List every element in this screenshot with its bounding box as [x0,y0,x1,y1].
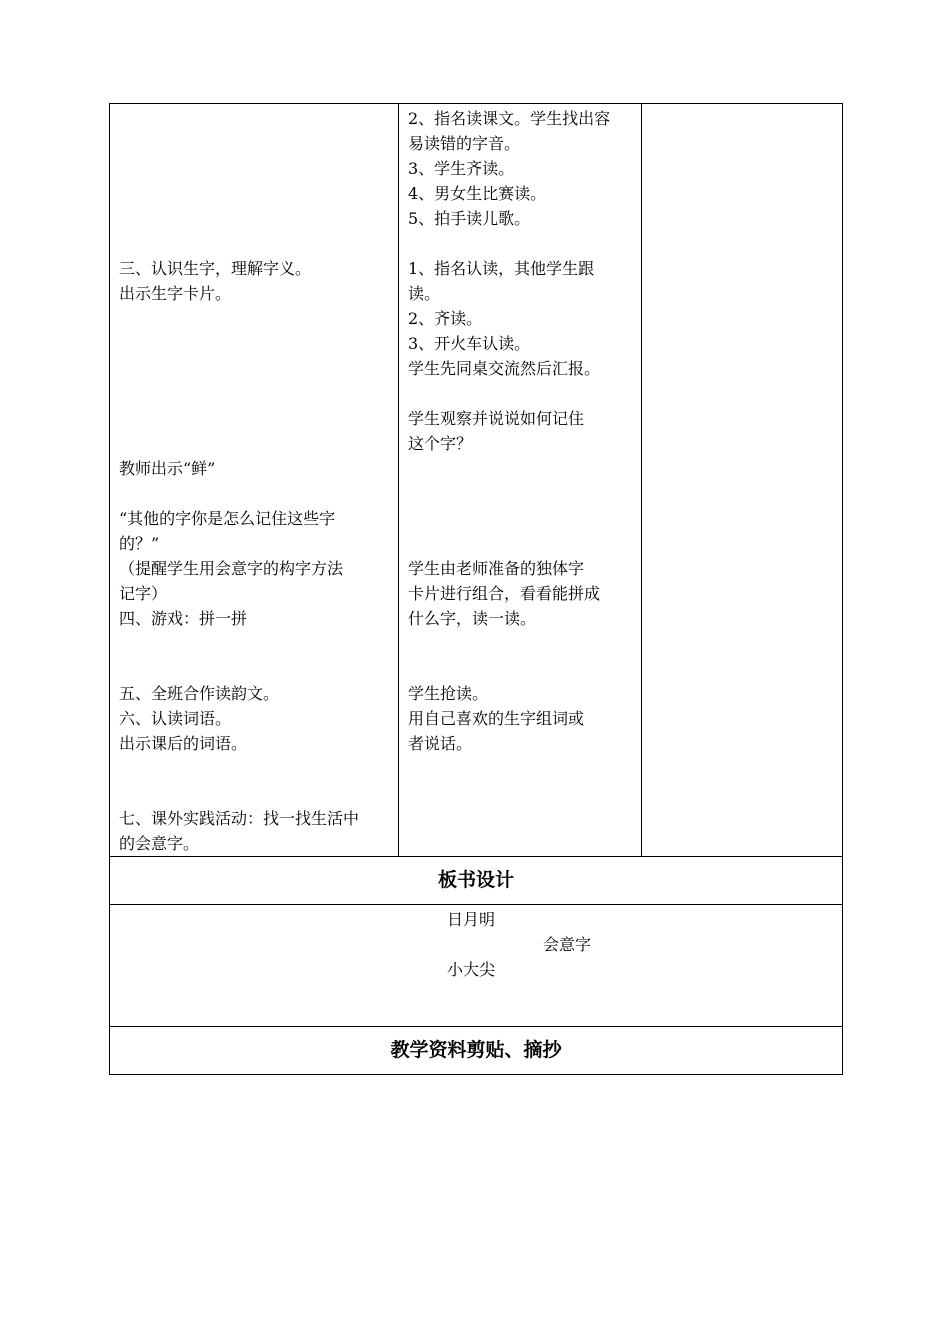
col2-line: 4、男女生比赛读。 [408,184,547,203]
col1-line [119,381,390,406]
col2-line: 3、开火车认读。 [408,334,531,353]
col2-line: 1、指名认读，其他学生跟 [408,259,595,278]
col1-line: 记字） [119,584,168,603]
col1-line [119,656,390,681]
col1-line [119,106,390,131]
col2-line: 学生抢读。 [408,684,489,703]
col1-line [119,356,390,381]
col2-line [408,456,635,481]
board-line-3: 小大尖 [447,960,496,979]
clippings-header: 教学资料剪贴、摘抄 [110,1027,843,1075]
col1-line: （提醒学生用会意字的构字方法 [119,559,344,578]
col1-line [119,756,390,781]
col2-line [408,381,635,406]
clippings-header-row [110,1027,843,1075]
col1-line: 三、认识生字，理解字义。 [119,259,312,278]
col1-line: “其他的字你是怎么记住这些字 [119,509,336,528]
col1-line [119,206,390,231]
col2-line [408,531,635,556]
col1-line: 的会意字。 [119,834,200,853]
col2-line [408,631,635,656]
col2-line: 5、拍手读儿歌。 [408,209,531,228]
col2-line [408,231,635,256]
student-activity-cell [399,104,642,857]
teacher-activity-cell [110,104,399,857]
col2-line [408,656,635,681]
col1-line: 的？” [119,534,160,553]
col2-line: 什么字，读一读。 [408,609,537,628]
board-design-cell [110,905,843,1027]
col2-line: 读。 [408,284,441,303]
col1-line [119,306,390,331]
col2-line: 学生由老师准备的独体字 [408,559,585,578]
col1-line [119,631,390,656]
teacher-activity-text [110,104,398,856]
col1-line [119,406,390,431]
col1-line: 四、游戏：拼一拼 [119,609,248,628]
col2-line: 这个字？ [408,434,473,453]
student-activity-text [399,104,641,756]
board-design-header: 板书设计 [110,857,843,905]
col2-line: 用自己喜欢的生字组词或 [408,709,585,728]
col2-line: 学生先同桌交流然后汇报。 [408,359,601,378]
lesson-plan-table [109,103,843,1075]
col1-line [119,181,390,206]
col2-line: 2、齐读。 [408,309,483,328]
col1-line [119,481,390,506]
col2-line: 卡片进行组合，看看能拼成 [408,584,601,603]
board-design-header-row [110,857,843,905]
col1-line [119,431,390,456]
col1-line [119,331,390,356]
col2-line: 易读错的字音。 [408,134,521,153]
col2-line: 者说话。 [408,734,473,753]
col1-line: 七、课外实践活动：找一找生活中 [119,809,360,828]
col2-line: 2、指名读课文。学生找出容 [408,109,611,128]
col1-line: 出示课后的词语。 [119,734,248,753]
col1-line [119,131,390,156]
col2-line [408,506,635,531]
col1-line: 出示生字卡片。 [119,284,232,303]
col1-line [119,781,390,806]
board-line-1: 日月明 [447,910,496,929]
col1-line [119,156,390,181]
teaching-process-row [110,104,843,857]
col2-line: 3、学生齐读。 [408,159,515,178]
col2-line: 学生观察并说说如何记住 [408,409,585,428]
col1-line: 教师出示“鲜” [119,459,216,478]
col1-line [119,231,390,256]
col1-line: 六、认读词语。 [119,709,232,728]
notes-cell [642,104,843,857]
board-design-row [110,905,843,1027]
board-line-2: 会意字 [543,935,592,954]
col2-line [408,481,635,506]
col1-line: 五、全班合作读韵文。 [119,684,280,703]
